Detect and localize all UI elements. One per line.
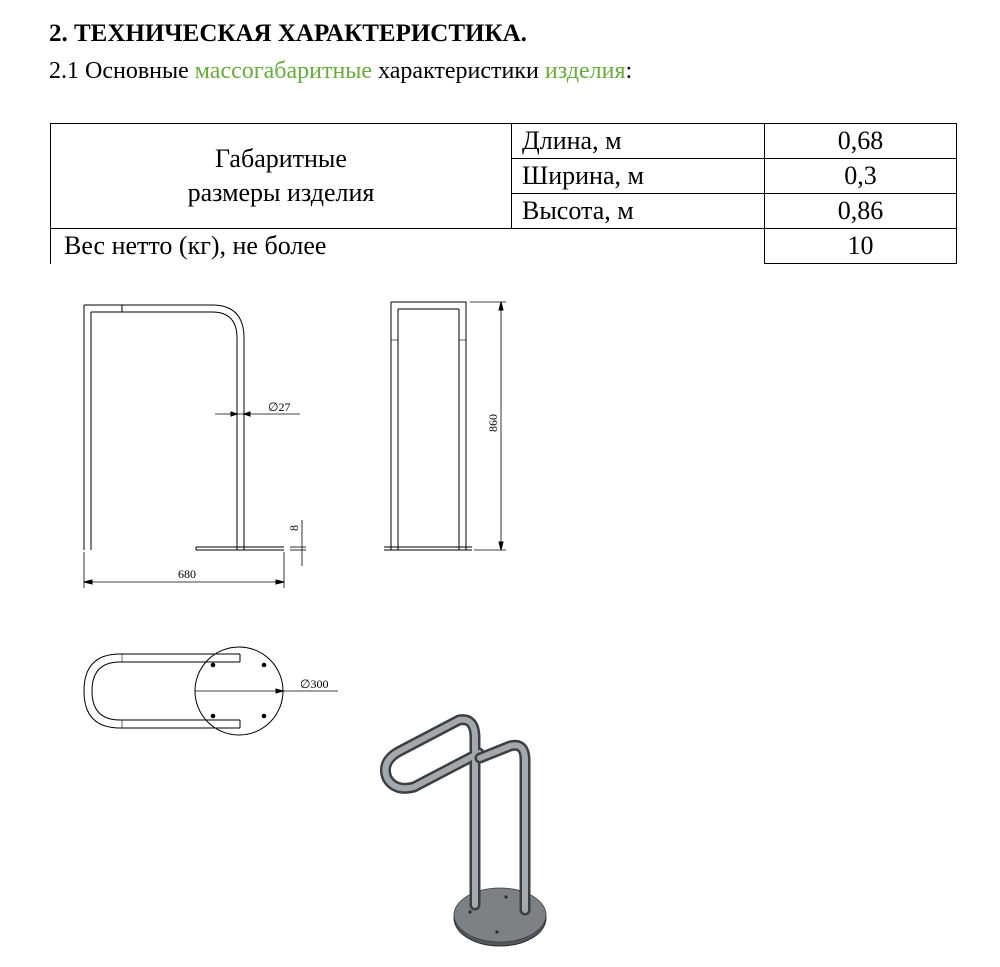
spec-table — [50, 123, 957, 264]
subheading-highlight-mass: массогабаритные — [194, 58, 373, 84]
dim-plate-diameter: ∅300 — [300, 677, 329, 691]
technical-drawing — [0, 280, 1000, 967]
section-heading: 2. ТЕХНИЧЕСКАЯ ХАРАКТЕРИСТИКА. — [49, 20, 527, 47]
subheading-middle: характеристики — [372, 58, 545, 84]
subheading-suffix: : — [625, 58, 633, 84]
section-subheading — [49, 58, 632, 85]
weight-label: Вес нетто (кг), не более — [51, 229, 765, 264]
group-label-line2: размеры изделия — [187, 178, 375, 207]
value-height: 0,86 — [765, 194, 957, 229]
subheading-prefix: 2.1 Основные — [49, 58, 195, 84]
group-label-line1: Габаритные — [215, 144, 347, 173]
param-width: Ширина, м — [512, 159, 765, 194]
top-view — [84, 647, 338, 735]
param-height: Высота, м — [512, 194, 765, 229]
dim-plate-thickness: 8 — [287, 525, 301, 531]
group-label-cell — [51, 124, 512, 229]
value-width: 0,3 — [765, 159, 957, 194]
table-row — [51, 124, 957, 159]
table-row — [51, 229, 957, 264]
isometric-render — [385, 720, 546, 946]
value-length: 0,68 — [765, 124, 957, 159]
dim-height: 860 — [486, 414, 500, 432]
subheading-highlight-product: изделия — [544, 58, 626, 84]
param-length: Длина, м — [512, 124, 765, 159]
front-view — [84, 305, 306, 588]
dim-length: 680 — [178, 567, 196, 581]
dim-pipe-diameter: ∅27 — [268, 400, 291, 414]
weight-value: 10 — [765, 229, 957, 264]
